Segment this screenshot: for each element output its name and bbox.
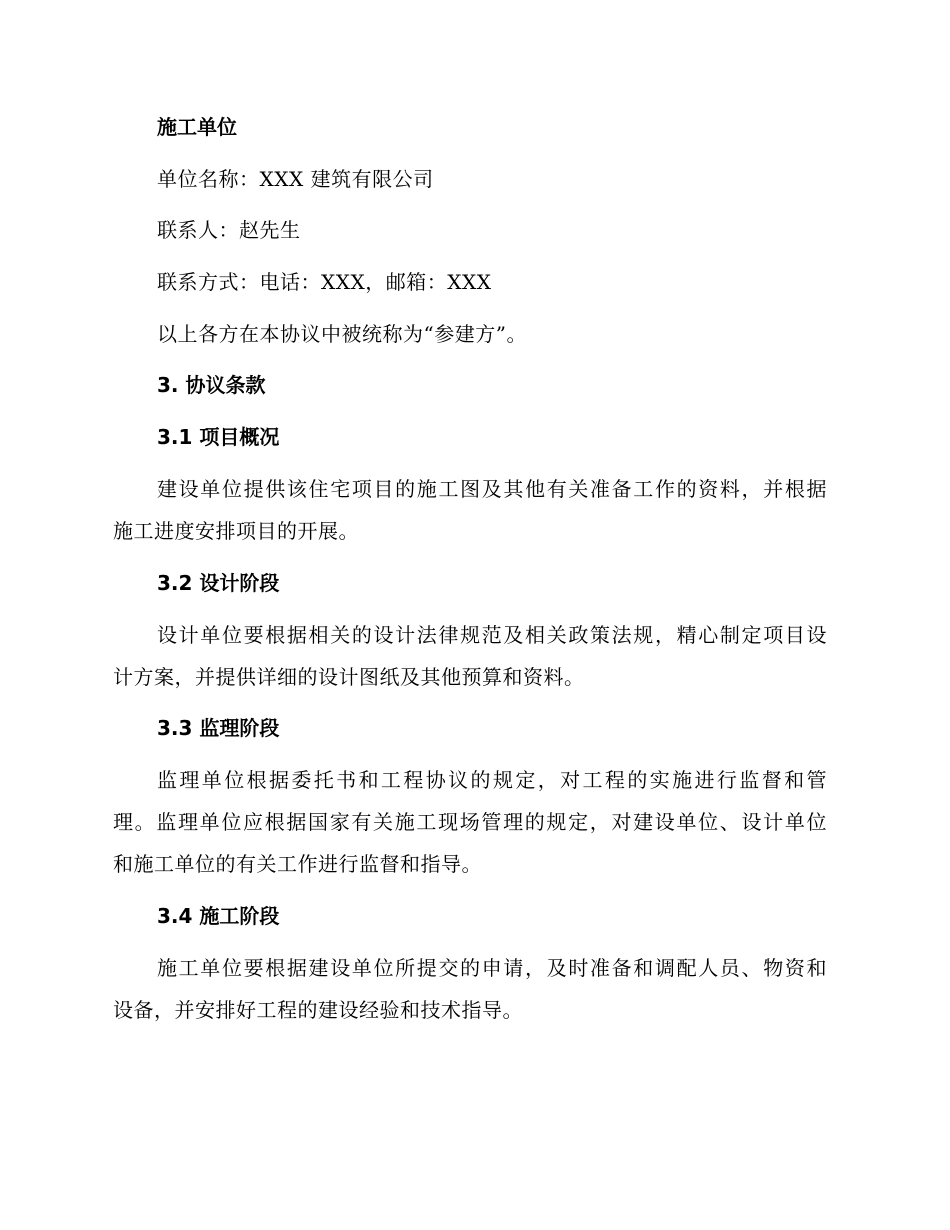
paragraph-line-text: 施工单位要根据建设单位所提交的申请，及时准备和调配人员、物资和 <box>157 956 827 980</box>
section-3-3-title: 3.3 监理阶段 <box>157 716 280 740</box>
paragraph-line <box>0 615 950 655</box>
section-3-4-title: 3.4 施工阶段 <box>157 904 280 928</box>
paragraph-line: 计方案，并提供详细的设计图纸及其他预算和资料。 <box>113 665 585 689</box>
heading-construction-unit: 施工单位 <box>157 115 237 139</box>
parties-note-line: 以上各方在本协议中被统称为“参建方”。 <box>157 322 527 346</box>
paragraph-line <box>0 948 950 988</box>
section-3-1-title: 3.1 项目概况 <box>157 425 280 449</box>
paragraph-line: 设备，并安排好工程的建设经验和技术指导。 <box>113 998 523 1022</box>
paragraph-line-text: 理。监理单位应根据国家有关施工现场管理的规定，对建设单位、设计单位 <box>113 810 827 834</box>
unit-name-line: 单位名称：XXX 建筑有限公司 <box>157 167 434 191</box>
paragraph-line <box>0 760 950 800</box>
paragraph-line: 施工进度安排项目的开展。 <box>113 519 359 543</box>
contact-person-line: 联系人：赵先生 <box>157 218 301 242</box>
section-3-2-title: 3.2 设计阶段 <box>157 571 280 595</box>
paragraph-line <box>0 469 950 509</box>
paragraph-line-text: 建设单位提供该住宅项目的施工图及其他有关准备工作的资料，并根据 <box>157 477 827 501</box>
section-3-title: 3. 协议条款 <box>157 373 266 397</box>
contact-method-line: 联系方式：电话：XXX，邮箱：XXX <box>157 270 492 294</box>
paragraph-line <box>0 802 950 842</box>
paragraph-line-text: 监理单位根据委托书和工程协议的规定，对工程的实施进行监督和管 <box>157 768 827 792</box>
paragraph-line-text: 设计单位要根据相关的设计法律规范及相关政策法规，精心制定项目设 <box>157 623 827 647</box>
paragraph-line: 和施工单位的有关工作进行监督和指导。 <box>113 852 482 876</box>
